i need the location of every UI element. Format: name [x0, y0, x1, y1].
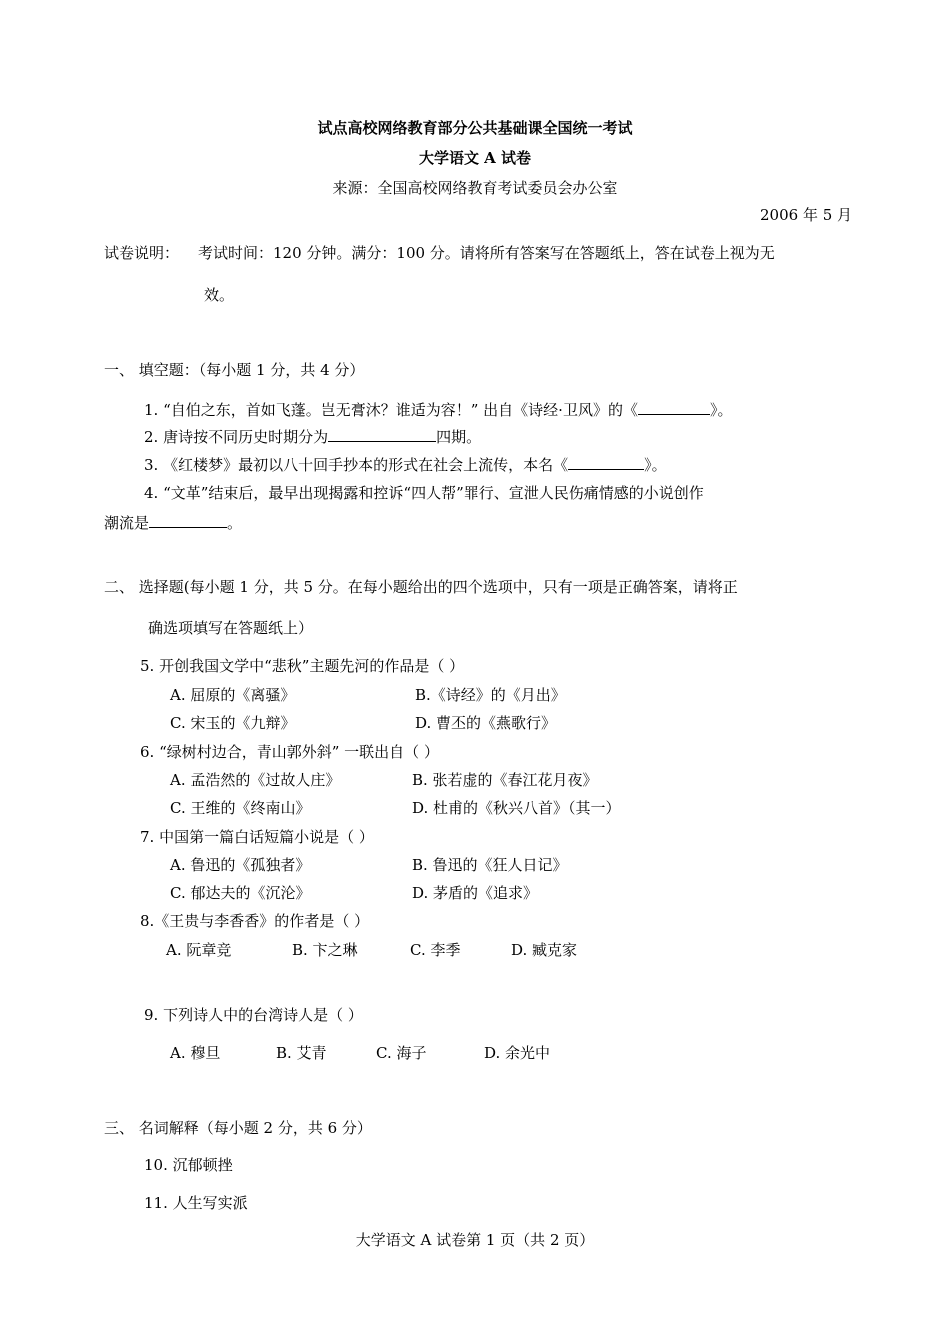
question-2-text: 2. 唐诗按不同历史时期分为 [144, 428, 329, 446]
question-3-text: 3. 《红楼梦》最初以八十回手抄本的形式在社会上流传，本名《 [144, 456, 569, 474]
answer-blank [328, 426, 436, 442]
option-7b: B. 鲁迅的《狂人日记》 [412, 856, 568, 874]
question-1-text: 1. “自伯之东，首如飞蓬。岂无膏沐？谁适为容！” 出自《诗经·卫风》的《 [144, 401, 638, 419]
answer-blank [149, 512, 227, 528]
question-6: 6. “绿树村边合，青山郭外斜” 一联出自（ ） [140, 743, 439, 761]
option-8d: D. 臧克家 [511, 941, 578, 959]
question-3-end: 》。 [644, 456, 667, 474]
question-11: 11. 人生写实派 [144, 1194, 248, 1212]
question-9: 9. 下列诗人中的台湾诗人是（ ） [144, 1006, 363, 1024]
question-4-text: 潮流是 [104, 514, 150, 532]
question-5: 5. 开创我国文学中“悲秋”主题先河的作品是（ ） [140, 657, 465, 675]
exam-source: 来源：全国高校网络教育考试委员会办公室 [332, 179, 618, 197]
option-6c: C. 王维的《终南山》 [170, 799, 311, 817]
notes-line-1: 考试时间：120 分钟。满分：100 分。请将所有答案写在答题纸上，答在试卷上视为无 [198, 244, 775, 262]
option-8a: A. 阮章竞 [166, 941, 232, 959]
question-4-line-2 [104, 512, 242, 533]
option-5b: B.《诗经》的《月出》 [415, 686, 566, 704]
option-5a: A. 屈原的《离骚》 [170, 686, 296, 704]
notes-label: 试卷说明： [104, 244, 180, 262]
answer-blank [638, 399, 710, 415]
page-footer: 大学语文 A 试卷第 1 页（共 2 页） [355, 1231, 595, 1249]
option-9d: D. 余光中 [484, 1044, 551, 1062]
option-5c: C. 宋玉的《九辩》 [170, 714, 296, 732]
option-6d: D. 杜甫的《秋兴八首》（其一） [412, 799, 621, 817]
section3-heading: 三、 名词解释（每小题 2 分，共 6 分） [104, 1119, 372, 1137]
option-7d: D. 茅盾的《追求》 [412, 884, 539, 902]
question-4-line-1: 4. “文革”结束后，最早出现揭露和控诉“四人帮”罪行、宣泄人民伤痛情感的小说创作 [144, 484, 704, 502]
option-6b: B. 张若虚的《春江花月夜》 [412, 771, 598, 789]
option-7c: C. 郁达夫的《沉沦》 [170, 884, 311, 902]
option-9c: C. 海子 [376, 1044, 427, 1062]
answer-blank [568, 454, 644, 470]
question-2 [144, 426, 481, 447]
section1-heading: 一、 填空题：（每小题 1 分，共 4 分） [104, 361, 365, 379]
section2-heading-line-1: 二、 选择题(每小题 1 分，共 5 分。在每小题给出的四个选项中，只有一项是正确答案，请将正 [104, 578, 738, 596]
option-8b: B. 卞之琳 [292, 941, 358, 959]
section2-heading-line-2: 确选项填写在答题纸上） [148, 619, 314, 637]
option-8c: C. 李季 [410, 941, 461, 959]
question-3 [144, 454, 667, 475]
option-9b: B. 艾青 [276, 1044, 327, 1062]
question-8: 8.《王贵与李香香》的作者是（ ） [140, 912, 370, 930]
exam-subtitle: 大学语文 A 试卷 [418, 149, 532, 167]
question-7: 7. 中国第一篇白话短篇小说是（ ） [140, 828, 374, 846]
option-6a: A. 孟浩然的《过故人庄》 [170, 771, 341, 789]
question-2-end: 四期。 [436, 428, 482, 446]
question-1-end: 》。 [709, 401, 733, 419]
question-10: 10. 沉郁顿挫 [144, 1156, 233, 1174]
notes-line-2: 效。 [204, 286, 235, 304]
option-9a: A. 穆旦 [170, 1044, 221, 1062]
question-4-end: 。 [227, 514, 243, 532]
exam-date: 2006 年 5 月 [760, 206, 853, 224]
question-1 [144, 399, 732, 420]
option-7a: A. 鲁迅的《孤独者》 [170, 856, 311, 874]
option-5d: D. 曹丕的《燕歌行》 [415, 714, 557, 732]
exam-title: 试点高校网络教育部分公共基础课全国统一考试 [317, 119, 633, 137]
